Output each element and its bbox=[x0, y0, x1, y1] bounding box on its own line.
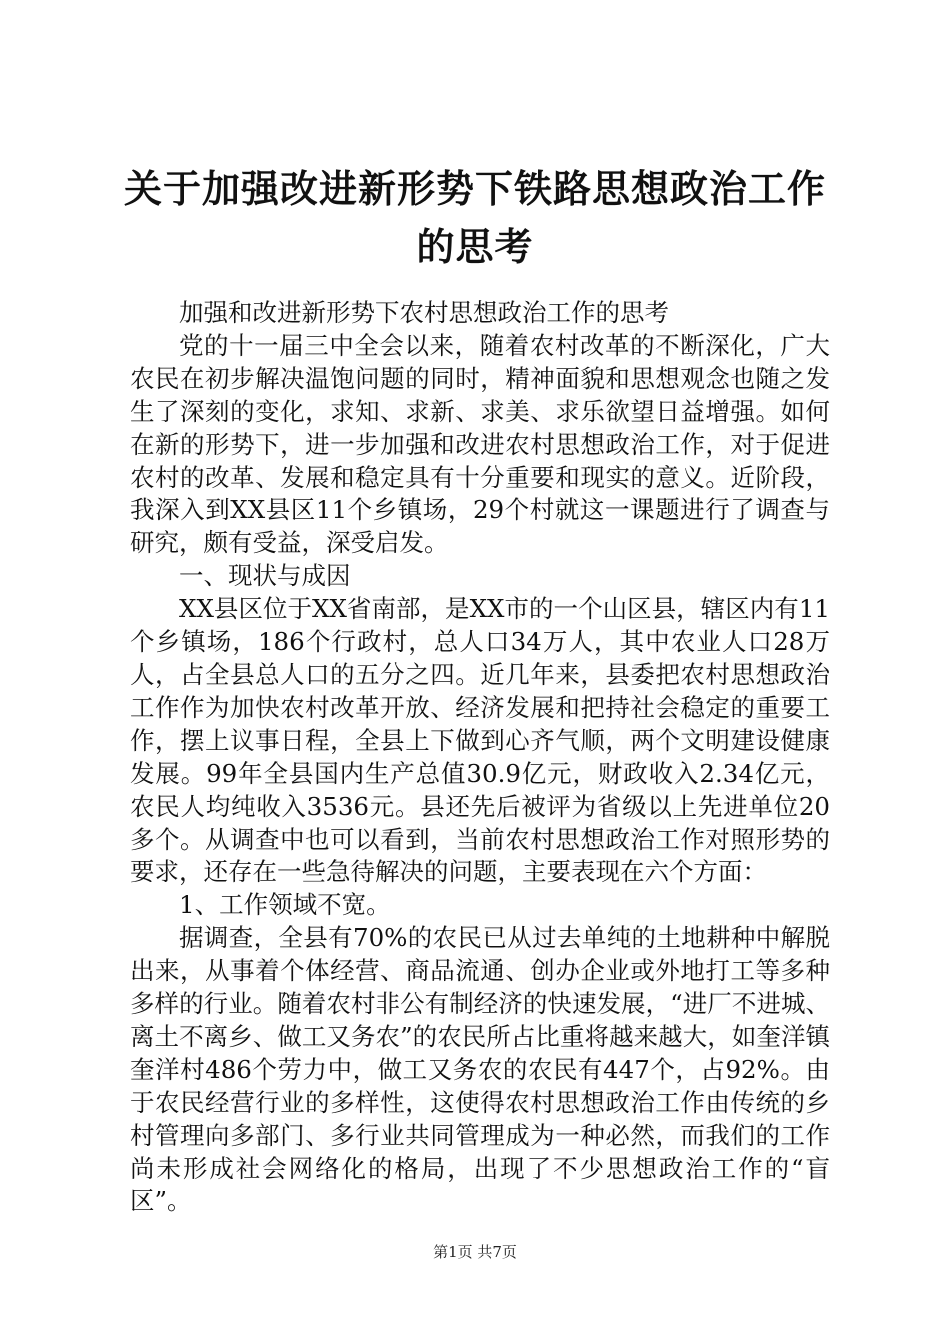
page-number: 第1页 共7页 bbox=[433, 1243, 517, 1261]
subtitle-paragraph: 加强和改进新形势下农村思想政治工作的思考 bbox=[179, 298, 669, 327]
intro-paragraph: 党的十一届三中全会以来，随着农村改革的不断深化，广大农民在初步解决温饱问题的同时，精神面貌和思想观念也随之发生了深刻的变化，求知、求新、求美、求乐欲望日益增强。如何在新的形势下，进一步加强和改进农村思想政治工作，对于促进农村的改革、发展和稳定具有十分重要和现实的意义。近阶段，我深入到XX县区11个乡镇场，29个村就这一课题进行了调查与研究，颇有受益，深受启发。 bbox=[130, 330, 830, 558]
subsection-heading: 1、工作领域不宽。 bbox=[179, 890, 391, 920]
page-footer bbox=[0, 1242, 950, 1262]
document-body bbox=[130, 297, 830, 1218]
section-heading: 一、现状与成因 bbox=[179, 561, 351, 591]
document-title: 关于加强改进新形势下铁路思想政治工作的思考 bbox=[123, 167, 826, 269]
body-paragraph: 据调查，全县有70%的农民已从过去单纯的土地耕种中解脱出来，从事着个体经营、商品流通、创办企业或外地打工等多种多样的行业。随着农村非公有制经济的快速发展，“进厂不进城、离土不离乡、做工又务农”的农民所占比重将越来越大，如奎洋镇奎洋村486个劳力中，做工又务农的农民有447个，占92%。由于农民经营行业的多样性，这使得农村思想政治工作由传统的乡村管理向多部门、多行业共同管理成为一种必然，而我们的工作尚未形成社会网络化的格局，出现了不少思想政治工作的“盲区”。 bbox=[130, 923, 830, 1216]
body-paragraph: XX县区位于XX省南部，是XX市的一个山区县，辖区内有11个乡镇场，186个行政村，总人口34万人，其中农业人口28万人，占全县总人口的五分之四。近几年来，县委把农村思想政治工作作为加快农村改革开放、经济发展和把持社会稳定的重要工作，摆上议事日程，全县上下做到心齐气顺，两个文明建设健康发展。99年全县国内生产总值30.9亿元，财政收入2.34亿元，农民人均纯收入3536元。县还先后被评为省级以上先进单位20多个。从调查中也可以看到，当前农村思想政治工作对照形势的要求，还存在一些急待解决的问题，主要表现在六个方面： bbox=[130, 594, 830, 887]
